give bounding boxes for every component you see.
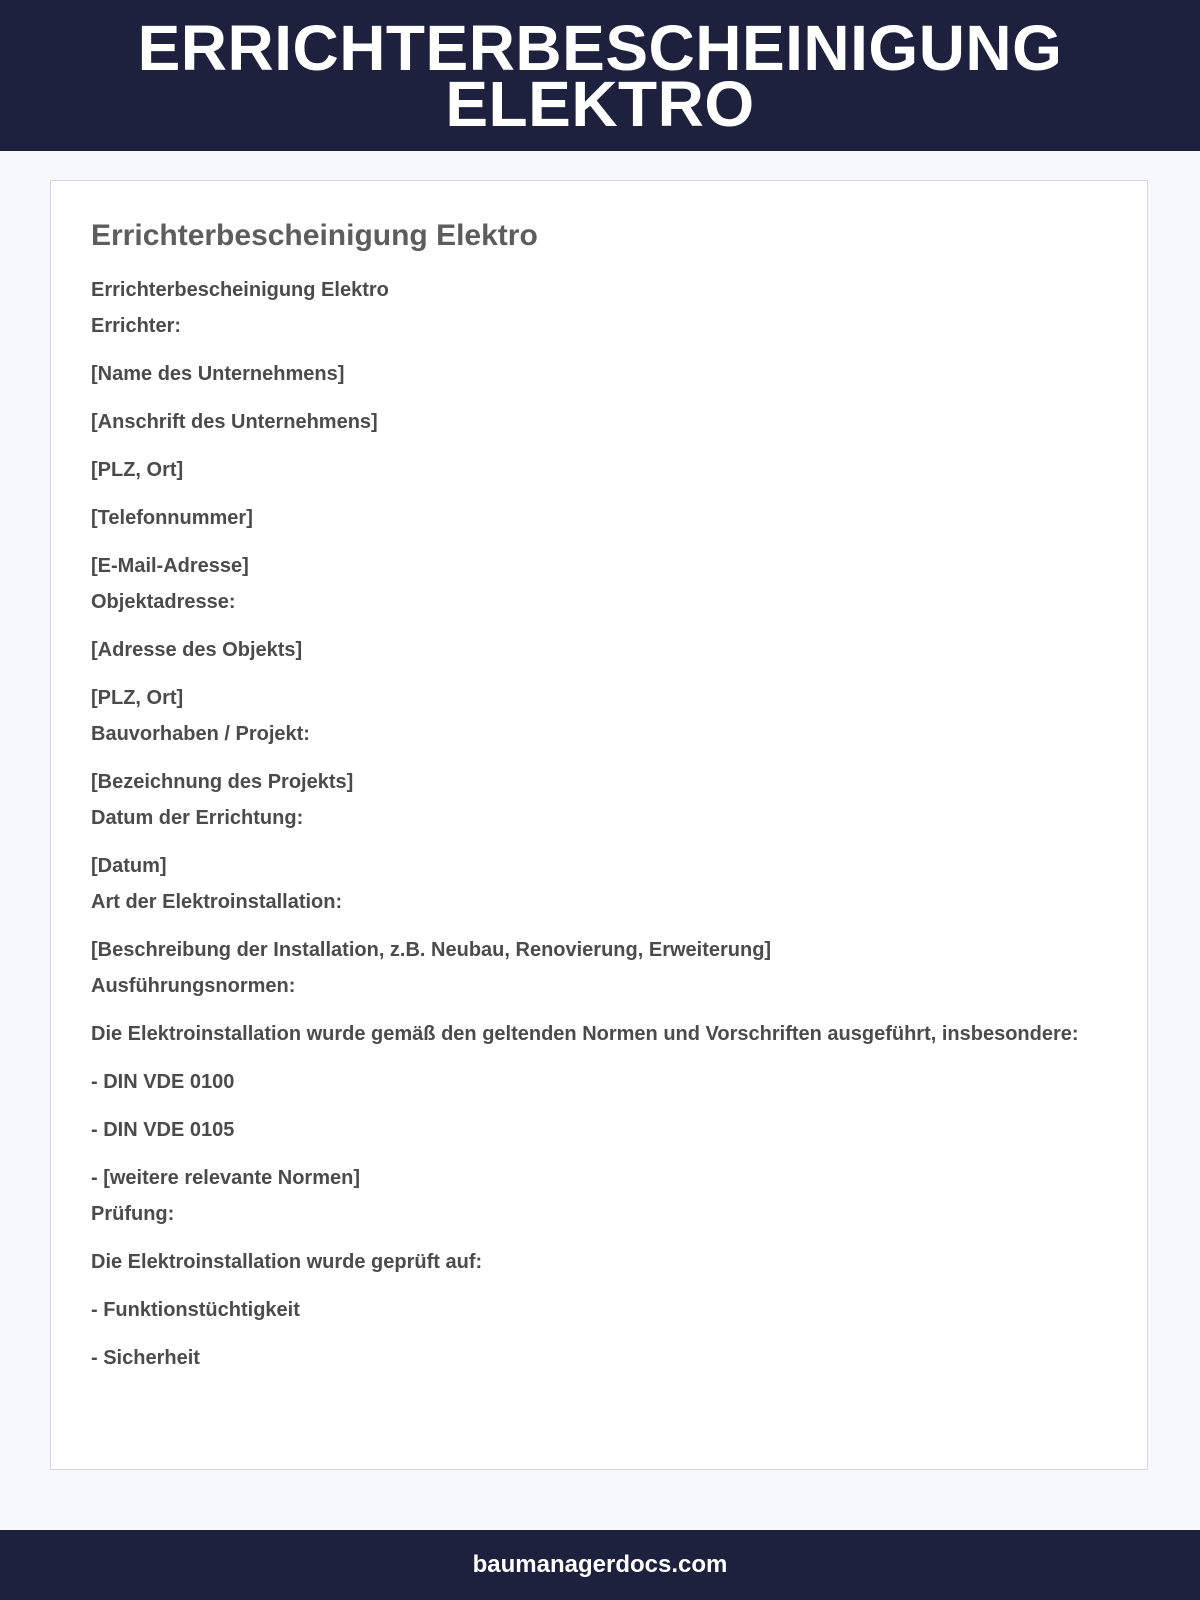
footer-bar <box>0 1530 1200 1600</box>
pruefung-item: - Funktionstüchtigkeit <box>91 1299 300 1321</box>
section-label-ausfuehrungsnormen: Ausführungsnormen: <box>91 975 296 997</box>
footer-site-link[interactable]: baumanagerdocs.com <box>472 1551 728 1578</box>
banner-title-line-2: ELEKTRO <box>445 67 755 140</box>
document-card <box>50 180 1148 1470</box>
norm-item: - [weitere relevante Normen] <box>91 1167 360 1189</box>
section-label-datum: Datum der Errichtung: <box>91 807 304 829</box>
field-phone: [Telefonnummer] <box>91 507 253 529</box>
header-banner <box>0 0 1200 151</box>
banner-title-line-1: ERRICHTERBESCHEINIGUNG <box>137 11 1063 84</box>
document-title: Errichterbescheinigung Elektro <box>91 219 538 252</box>
field-object-address: [Adresse des Objekts] <box>91 639 303 661</box>
field-email: [E-Mail-Adresse] <box>91 555 249 577</box>
section-label-objektadresse: Objektadresse: <box>91 591 236 613</box>
field-company-name: [Name des Unternehmens] <box>91 363 345 385</box>
pruefung-item: - Sicherheit <box>91 1347 200 1369</box>
field-company-zip-city: [PLZ, Ort] <box>91 459 184 481</box>
section-label-errichter: Errichter: <box>91 315 182 337</box>
section-label-pruefung: Prüfung: <box>91 1203 175 1225</box>
field-date: [Datum] <box>91 855 167 877</box>
norm-item: - DIN VDE 0105 <box>91 1119 235 1141</box>
norm-item: - DIN VDE 0100 <box>91 1071 235 1093</box>
field-company-address: [Anschrift des Unternehmens] <box>91 411 378 433</box>
field-object-zip-city: [PLZ, Ort] <box>91 687 184 709</box>
norms-intro: Die Elektroinstallation wurde gemäß den geltenden Normen und Vorschriften ausgeführt, insbesondere: <box>91 1023 1079 1045</box>
field-project-name: [Bezeichnung des Projekts] <box>91 771 354 793</box>
field-installation-description: [Beschreibung der Installation, z.B. Neubau, Renovierung, Erweiterung] <box>91 939 772 961</box>
section-label-installation-type: Art der Elektroinstallation: <box>91 891 343 913</box>
section-label-bauvorhaben: Bauvorhaben / Projekt: <box>91 723 310 745</box>
doc-heading: Errichterbescheinigung Elektro <box>91 279 389 301</box>
pruefung-intro: Die Elektroinstallation wurde geprüft auf: <box>91 1251 483 1273</box>
